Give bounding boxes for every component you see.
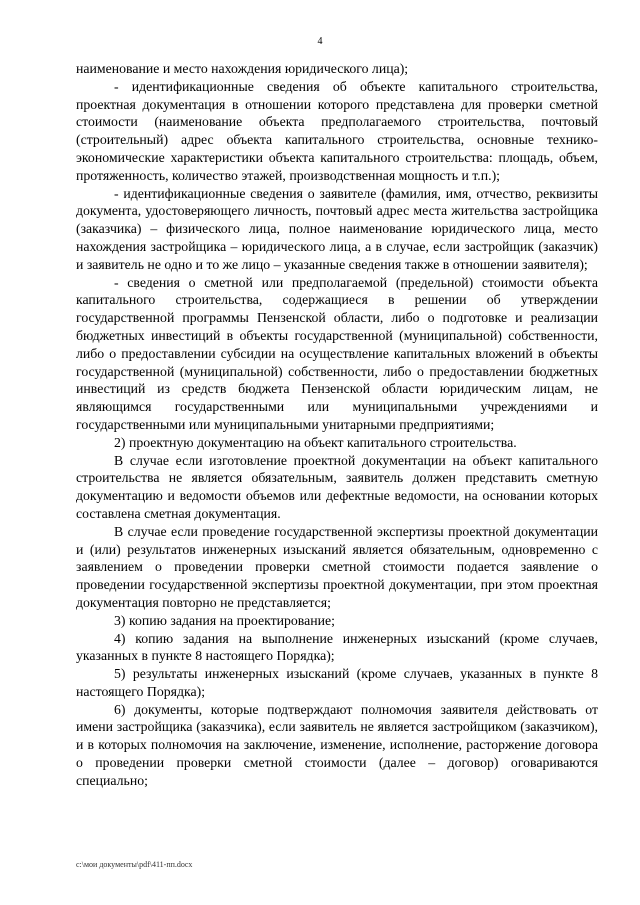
- paragraph-item-2-project-docs: 2) проектную документацию на объект капитального строительства.: [114, 434, 517, 450]
- document-body: [76, 60, 598, 790]
- footer-file-path: c:\мои документы\pdf\411-пп.docx: [76, 860, 193, 869]
- paragraph-item-6-authority-docs: 6) документы, которые подтверждают полномочия заявителя действовать от имени застройщика (заказчика), если заявитель не является застройщиком (заказчиком), и в которых полномочия на заключение, изменение, исполнение, расторжение договора о проведении проверки сметной стоимости (далее – договор) оговариваются специально;: [76, 701, 598, 788]
- paragraph-applicant-identification: - идентификационные сведения о заявителе (фамилия, имя, отчество, реквизиты документа, удостоверяющего личность, почтовый адрес места жительства застройщика (заказчика) – физического лица, полное наименование юридического лица, место нахождения застройщика – юридического лица, а в случае, если застройщик (заказчик) и заявитель не одно и то же лицо – указанные сведения также в отношении заявителя);: [76, 185, 598, 272]
- paragraph-state-expertise-case: В случае если проведение государственной экспертизы проектной документации и (или) результатов инженерных изысканий является обязательным, одновременно с заявлением о проведении проверки сметной стоимости подается заявление о проведении государственной экспертизы проектной документации, при этом проектная документация повторно не представляется;: [76, 523, 598, 610]
- paragraph-no-project-docs-case: В случае если изготовление проектной документации на объект капитального строительства не является обязательным, заявитель должен представить сметную документацию и ведомости объемов или дефектные ведомости, на основании которых составлена сметная документация.: [76, 452, 598, 521]
- paragraph-legal-entity-location: наименование и место нахождения юридического лица);: [76, 61, 409, 76]
- paragraph-item-3-design-task: 3) копию задания на проектирование;: [114, 612, 335, 628]
- paragraph-item-4-survey-task: 4) копию задания на выполнение инженерных изысканий (кроме случаев, указанных в пункте 8 настоящего Порядка);: [76, 630, 598, 664]
- page-number: 4: [317, 36, 323, 47]
- paragraph-object-identification: - идентификационные сведения об объекте капитального строительства, проектная документация в отношении которого представлена для проверки сметной стоимости (наименование объекта предполагаемого строительства, почтовый (строительный) адрес объекта капитального строительства, основные технико-экономические характеристики объекта капитального строительства: площадь, объем, протяженность, количество этажей, производственная мощность и т.п.);: [76, 78, 598, 183]
- paragraph-estimated-cost-info: - сведения о сметной или предполагаемой (предельной) стоимости объекта капитального строительства, содержащиеся в решении об утверждении государственной программы Пензенской области, либо о подготовке и реализации бюджетных инвестиций в объекты государственной (муниципальной) собственности, либо о предоставлении субсидии на осуществление капитальных вложений в объекты государственной (муниципальной) собственности, либо о предоставлении бюджетных инвестиций из средств бюджета Пензенской области юридическим лицам, не являющимся государственными или муниципальными учреждениями и государственными или муниципальными унитарными предприятиями;: [76, 274, 598, 432]
- paragraph-item-5-survey-results: 5) результаты инженерных изысканий (кроме случаев, указанных в пункте 8 настоящего Порядка);: [76, 666, 598, 699]
